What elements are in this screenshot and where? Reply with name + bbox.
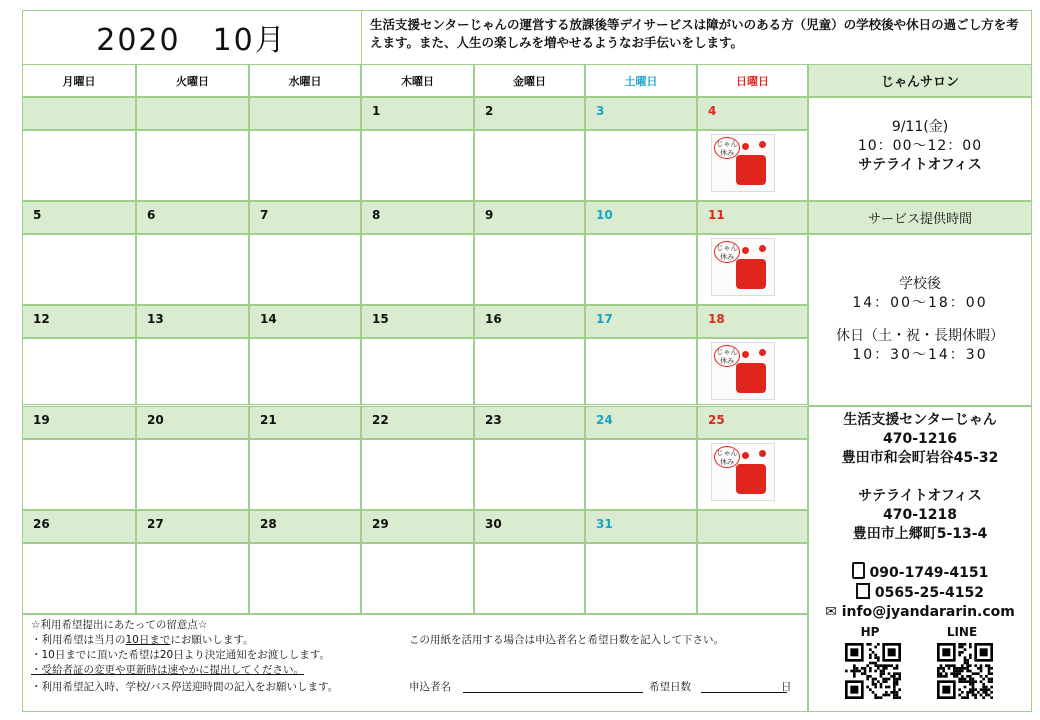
day-number-cell: 12 (22, 305, 136, 338)
day-number-cell: 8 (361, 201, 474, 234)
day-number-cell: 20 (136, 406, 249, 439)
form-note: この用紙を活用する場合は申込者名と希望日数を記入して下さい。 (409, 634, 724, 646)
day-entry-cell[interactable] (136, 234, 249, 305)
day-entry-cell[interactable] (249, 130, 361, 201)
intro-text: 生活支援センターじゃんの運営する放課後等デイサービスは障がいのある方（児童）の学校後や休日の過ごし方を考えます。また、人生の楽しみを増やせるようなお手伝いをします。 (370, 17, 1019, 50)
crab-claw-right (759, 349, 766, 356)
weekday-header-5: 土曜日 (585, 64, 697, 97)
day-number-cell: 24 (585, 406, 697, 439)
day-number-cell: 4 (697, 97, 808, 130)
day-entry-cell[interactable] (697, 439, 808, 510)
day-entry-cell[interactable] (22, 130, 136, 201)
hp-qr-code[interactable] (845, 643, 901, 699)
salon-heading: じゃんサロン (808, 64, 1032, 97)
closed-day-bubble: じゃん休み (714, 137, 740, 159)
weekday-header-6: 日曜日 (697, 64, 808, 97)
mobile-line (809, 562, 1031, 583)
day-number-cell: 30 (474, 510, 585, 543)
day-number-cell: 26 (22, 510, 136, 543)
day-entry-cell[interactable] (361, 543, 474, 614)
day-entry-cell[interactable] (474, 130, 585, 201)
telephone-icon (856, 583, 870, 599)
day-number-cell: 27 (136, 510, 249, 543)
day-number-cell: 15 (361, 305, 474, 338)
mobile-phone-icon (852, 562, 865, 579)
crab-claw-left (742, 247, 749, 254)
closed-day-bubble: じゃん休み (714, 241, 740, 263)
day-entry-cell[interactable] (249, 543, 361, 614)
crab-body (736, 363, 766, 393)
service-hours-box (808, 234, 1032, 406)
day-number-cell: 10 (585, 201, 697, 234)
day-number-cell: 2 (474, 97, 585, 130)
day-number-cell: 11 (697, 201, 808, 234)
day-number-cell: 23 (474, 406, 585, 439)
day-number-cell: 25 (697, 406, 808, 439)
weekday-header-3: 木曜日 (361, 64, 474, 97)
days-count-field[interactable] (701, 679, 787, 693)
office-postal: 470-1218 (883, 507, 957, 523)
contact-box (808, 406, 1032, 712)
weekday-header-1: 火曜日 (136, 64, 249, 97)
applicant-name-field[interactable] (463, 679, 643, 693)
day-entry-cell[interactable] (474, 543, 585, 614)
notes-line-4: ・利用希望記入時、学校/バス停送迎時間の記入をお願いします。 (31, 681, 339, 693)
salon-place: サテライトオフィス (858, 157, 982, 173)
day-entry-cell[interactable] (249, 338, 361, 405)
day-entry-cell[interactable] (697, 130, 808, 201)
day-number-cell: 18 (697, 305, 808, 338)
crab-body (736, 464, 766, 494)
day-entry-cell[interactable] (697, 234, 808, 305)
notes-line-1: ・利用希望は当月の10日までにお願いします。 (31, 634, 254, 646)
day-number-cell (136, 97, 249, 130)
crab-claw-left (742, 351, 749, 358)
envelope-icon: ✉ (825, 604, 837, 620)
closed-day-crab-illustration (711, 443, 775, 501)
calendar-title: 2020 10月 (22, 10, 362, 64)
day-number-cell: 6 (136, 201, 249, 234)
day-entry-cell[interactable] (585, 234, 697, 305)
day-number-cell (249, 97, 361, 130)
applicant-label: 申込者名 (409, 681, 451, 693)
day-number-cell: 31 (585, 510, 697, 543)
day-entry-cell[interactable] (22, 439, 136, 510)
phone-line (809, 583, 1031, 603)
day-entry-cell[interactable] (249, 439, 361, 510)
holiday-time: 10：30～14：30 (852, 347, 988, 363)
salon-date: 9/11(金) (891, 119, 949, 135)
day-entry-cell[interactable] (697, 338, 808, 405)
day-entry-cell[interactable] (585, 338, 697, 405)
day-number-cell: 22 (361, 406, 474, 439)
service-hours-heading: サービス提供時間 (808, 201, 1032, 234)
day-number-cell: 28 (249, 510, 361, 543)
notes-line-3: ・受給者証の変更や更新時は速やかに提出してください。 (31, 664, 304, 676)
closed-day-crab-illustration (711, 342, 775, 400)
day-entry-cell[interactable] (585, 130, 697, 201)
day-number-cell: 13 (136, 305, 249, 338)
email-line (809, 603, 1031, 622)
contact-postal: 470-1216 (883, 431, 957, 447)
day-entry-cell[interactable] (474, 234, 585, 305)
day-entry-cell[interactable] (22, 543, 136, 614)
crab-body (736, 155, 766, 185)
day-entry-cell[interactable] (22, 338, 136, 405)
crab-claw-left (742, 452, 749, 459)
closed-day-crab-illustration (711, 238, 775, 296)
line-label: LINE (946, 625, 978, 639)
weekday-header-4: 金曜日 (474, 64, 585, 97)
days-label: 希望日数 (649, 681, 691, 693)
day-entry-cell[interactable] (585, 439, 697, 510)
day-entry-cell[interactable] (136, 439, 249, 510)
notes-heading: ☆利用希望提出にあたっての留意点☆ (31, 619, 208, 631)
crab-claw-right (759, 450, 766, 457)
phone-number[interactable]: 0565-25-4152 (874, 585, 984, 601)
crab-claw-right (759, 141, 766, 148)
days-unit: 日 (781, 681, 792, 693)
notes-line-2: ・10日までに頂いた希望は20日より決定通知をお渡しします。 (31, 649, 330, 661)
office-name: サテライトオフィス (858, 488, 982, 504)
day-entry-cell[interactable] (361, 338, 474, 405)
contact-org: 生活支援センターじゃん (843, 412, 997, 428)
day-entry-cell[interactable] (361, 439, 474, 510)
day-entry-cell[interactable] (585, 543, 697, 614)
day-entry-cell[interactable] (22, 234, 136, 305)
closed-day-bubble: じゃん休み (714, 446, 740, 468)
day-number-cell: 21 (249, 406, 361, 439)
hp-label: HP (860, 625, 880, 639)
day-number-cell: 7 (249, 201, 361, 234)
day-entry-cell[interactable] (361, 130, 474, 201)
day-entry-cell[interactable] (136, 130, 249, 201)
day-number-cell (22, 97, 136, 130)
day-entry-cell[interactable] (361, 234, 474, 305)
day-number-cell: 9 (474, 201, 585, 234)
contact-address: 豊田市和会町岩谷45-32 (841, 450, 999, 466)
weekday-header-0: 月曜日 (22, 64, 136, 97)
day-number-cell: 17 (585, 305, 697, 338)
notes-box (22, 614, 808, 712)
day-entry-cell[interactable] (474, 338, 585, 405)
day-number-cell: 3 (585, 97, 697, 130)
office-address: 豊田市上郷町5-13-4 (852, 526, 988, 542)
day-number-cell: 1 (361, 97, 474, 130)
day-number-cell: 29 (361, 510, 474, 543)
crab-body (736, 259, 766, 289)
crab-claw-left (742, 143, 749, 150)
day-number-cell (697, 510, 808, 543)
day-number-cell: 5 (22, 201, 136, 234)
day-entry-cell[interactable] (697, 543, 808, 614)
mobile-number[interactable]: 090-1749-4151 (869, 565, 989, 581)
day-entry-cell[interactable] (249, 234, 361, 305)
after-school-time: 14：00～18：00 (852, 295, 988, 311)
after-school-label: 学校後 (899, 276, 941, 292)
salon-time: 10：00～12：00 (857, 138, 983, 154)
email-address[interactable]: info@jyandararin.com (841, 604, 1015, 620)
closed-day-bubble: じゃん休み (714, 345, 740, 367)
day-entry-cell[interactable] (474, 439, 585, 510)
day-number-cell: 14 (249, 305, 361, 338)
day-number-cell: 19 (22, 406, 136, 439)
crab-claw-right (759, 245, 766, 252)
holiday-label: 休日（土・祝・長期休暇） (836, 328, 1004, 344)
weekday-header-2: 水曜日 (249, 64, 361, 97)
salon-info-box (808, 97, 1032, 201)
day-number-cell: 16 (474, 305, 585, 338)
line-qr-code[interactable] (937, 643, 993, 699)
closed-day-crab-illustration (711, 134, 775, 192)
day-entry-cell[interactable] (136, 338, 249, 405)
day-entry-cell[interactable] (136, 543, 249, 614)
